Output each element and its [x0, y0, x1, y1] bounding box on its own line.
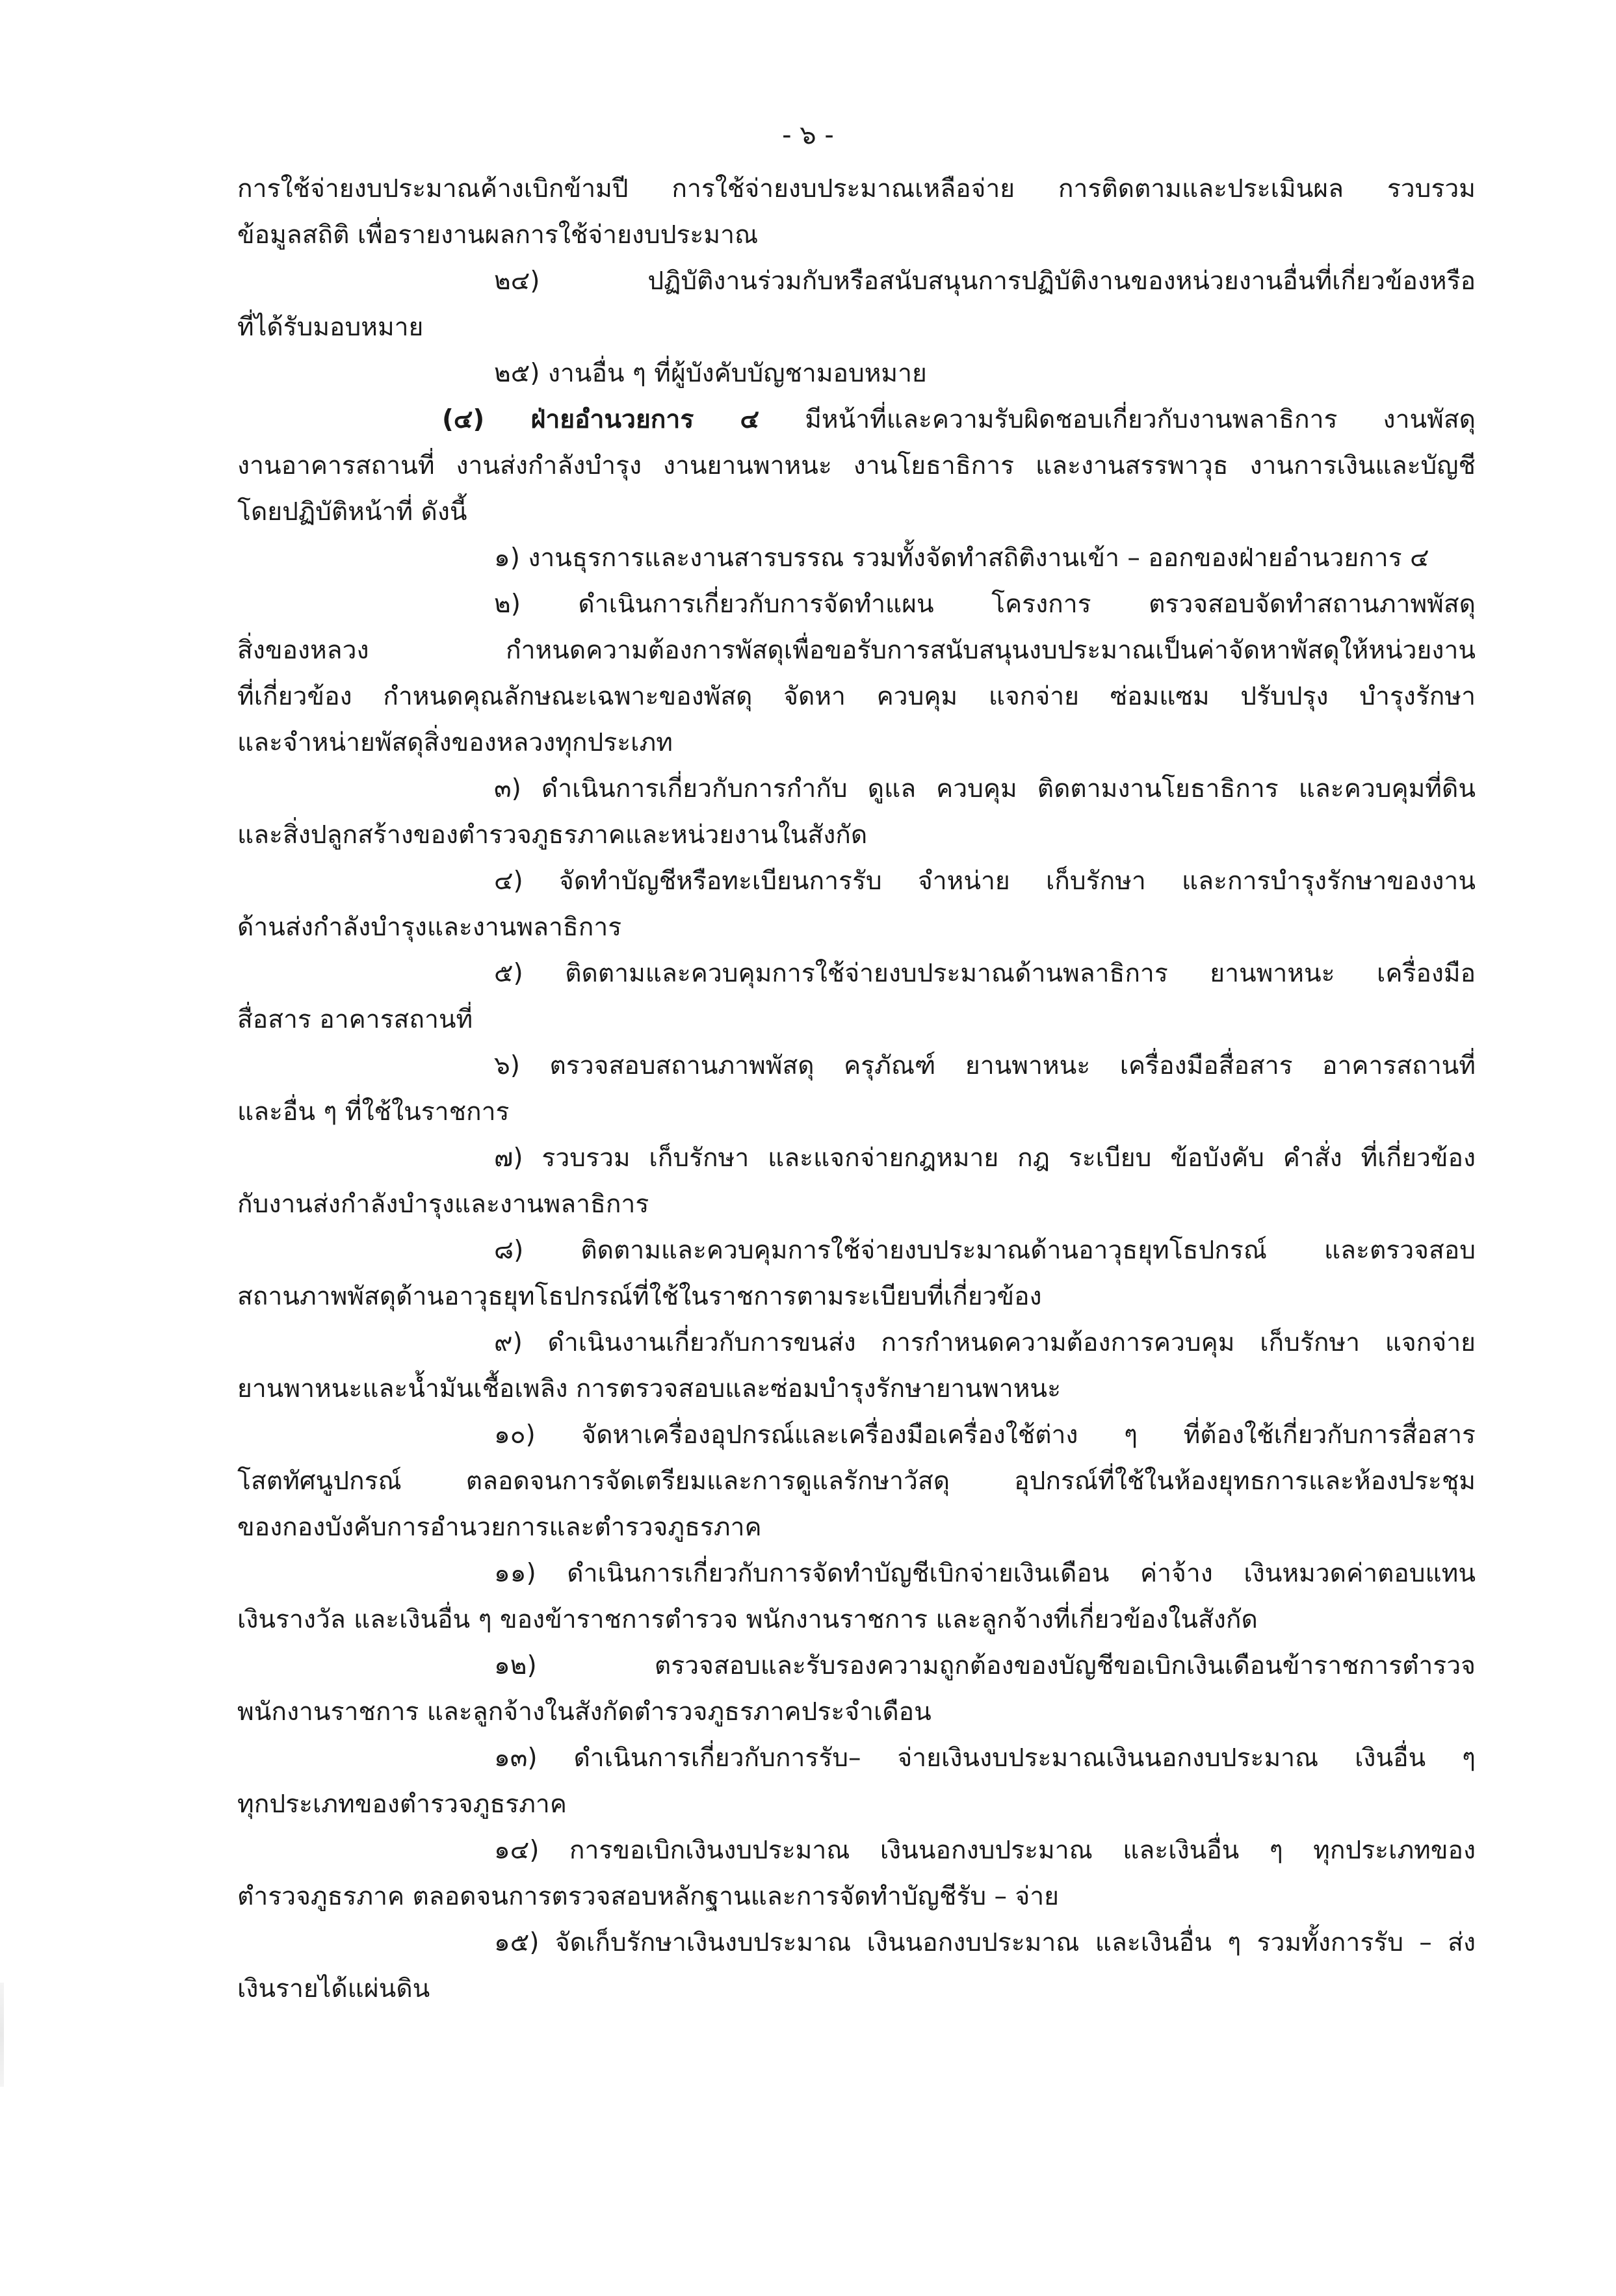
line-text: เงินรายได้แผ่นดิน — [237, 1974, 430, 2003]
list-item-first-line — [237, 350, 1476, 397]
line-text: และจำหน่ายพัสดุสิ่งของหลวงทุกประเภท — [237, 728, 673, 757]
text-line — [237, 1689, 1476, 1735]
text-line — [237, 443, 1476, 489]
line-text: ๑๓) ดำเนินการเกี่ยวกับการรับ– จ่ายเงินงบประมาณเงินนอกงบประมาณ เงินอื่น ๆ — [494, 1743, 1476, 1773]
text-line — [237, 904, 1476, 950]
line-text: ๑๐) จัดหาเครื่องอุปกรณ์และเครื่องมือเครื่องใช้ต่าง ๆ ที่ต้องใช้เกี่ยวกับการสื่อสาร — [494, 1420, 1476, 1450]
line-text: ที่เกี่ยวข้อง กำหนดคุณลักษณะเฉพาะของพัสดุ จัดหา ควบคุม แจกจ่าย ซ่อมแซม ปรับปรุง บำรุงรักษา — [237, 682, 1476, 711]
line-text: มีหน้าที่และความรับผิดชอบเกี่ยวกับงานพลาธิการ งานพัสดุ — [759, 405, 1476, 434]
line-text: สื่อสาร อาคารสถานที่ — [237, 1005, 473, 1034]
text-line — [237, 1966, 1476, 2012]
line-text: ๕) ติดตามและควบคุมการใช้จ่ายงบประมาณด้านพลาธิการ ยานพาหนะ เครื่องมือ — [494, 959, 1476, 988]
line-text: ๘) ติดตามและควบคุมการใช้จ่ายงบประมาณด้านอาวุธยุทโธปกรณ์ และตรวจสอบ — [494, 1236, 1476, 1265]
line-text: ๑๒) ตรวจสอบและรับรองความถูกต้องของบัญชีขอเบิกเงินเดือนข้าราชการตำรวจ — [494, 1651, 1476, 1680]
line-text: และสิ่งปลูกสร้างของตำรวจภูธรภาคและหน่วยงานในสังกัด — [237, 820, 868, 850]
line-text: การใช้จ่ายงบประมาณค้างเบิกข้ามปี การใช้จ่ายงบประมาณเหลือจ่าย การติดตามและประเมินผล รวบรวม — [237, 174, 1476, 203]
line-text: งานอาคารสถานที่ งานส่งกำลังบำรุง งานยานพาหนะ งานโยธาธิการ และงานสรรพาวุธ งานการเงินและบัญชี — [237, 451, 1476, 480]
list-item-first-line — [237, 581, 1476, 627]
scan-edge-shadow — [0, 1983, 4, 2087]
line-text: โดยปฏิบัติหน้าที่ ดังนี้ — [237, 497, 467, 527]
text-line — [237, 1781, 1476, 1827]
list-item-first-line — [237, 258, 1476, 304]
line-text: ตำรวจภูธรภาค ตลอดจนการตรวจสอบหลักฐานและการจัดทำบัญชีรับ – จ่าย — [237, 1882, 1060, 1911]
list-item-first-line — [237, 1320, 1476, 1366]
list-item-first-line — [237, 1043, 1476, 1089]
line-text: ของกองบังคับการอำนวยการและตำรวจภูธรภาค — [237, 1513, 762, 1542]
line-text: และอื่น ๆ ที่ใช้ในราชการ — [237, 1097, 510, 1127]
line-text: ๑๑) ดำเนินการเกี่ยวกับการจัดทำบัญชีเบิกจ่ายเงินเดือน ค่าจ้าง เงินหมวดค่าตอบแทน — [494, 1559, 1476, 1588]
text-line — [237, 812, 1476, 858]
line-text: ๒๕) งานอื่น ๆ ที่ผู้บังคับบัญชามอบหมาย — [494, 359, 927, 388]
line-text: สถานภาพพัสดุด้านอาวุธยุทโธปกรณ์ที่ใช้ในราชการตามระเบียบที่เกี่ยวข้อง — [237, 1282, 1042, 1311]
section-heading-line — [237, 397, 1476, 443]
section-heading: (๔) ฝ่ายอำนวยการ ๔ — [442, 405, 760, 434]
line-text: โสตทัศนูปกรณ์ ตลอดจนการจัดเตรียมและการดูแลรักษาวัสดุ อุปกรณ์ที่ใช้ในห้องยุทธการและห้องประชุม — [237, 1467, 1476, 1496]
text-line — [237, 673, 1476, 720]
list-item-first-line — [237, 1412, 1476, 1458]
line-text: ๖) ตรวจสอบสถานภาพพัสดุ ครุภัณฑ์ ยานพาหนะ เครื่องมือสื่อสาร อาคารสถานที่ — [494, 1051, 1476, 1080]
list-item-first-line — [237, 858, 1476, 904]
list-item-first-line — [237, 1227, 1476, 1273]
list-item-first-line — [237, 766, 1476, 812]
line-text: ด้านส่งกำลังบำรุงและงานพลาธิการ — [237, 913, 622, 942]
list-item-first-line — [237, 1735, 1476, 1781]
line-text: ๒๔) ปฏิบัติงานร่วมกับหรือสนับสนุนการปฏิบัติงานของหน่วยงานอื่นที่เกี่ยวข้องหรือ — [494, 267, 1476, 296]
text-line — [237, 997, 1476, 1043]
line-text: ๑๔) การขอเบิกเงินงบประมาณ เงินนอกงบประมาณ และเงินอื่น ๆ ทุกประเภทของ — [494, 1836, 1476, 1865]
list-item-first-line — [237, 1643, 1476, 1689]
list-item-first-line — [237, 1550, 1476, 1597]
text-line — [237, 720, 1476, 766]
text-line — [237, 1873, 1476, 1920]
text-line — [237, 1366, 1476, 1412]
text-line — [237, 304, 1476, 350]
line-text: กับงานส่งกำลังบำรุงและงานพลาธิการ — [237, 1190, 649, 1219]
line-text: ๒) ดำเนินการเกี่ยวกับการจัดทำแผน โครงการ ตรวจสอบจัดทำสถานภาพพัสดุ — [494, 590, 1476, 619]
line-text: ยานพาหนะและน้ำมันเชื้อเพลิง การตรวจสอบและซ่อมบำรุงรักษายานพาหนะ — [237, 1374, 1062, 1403]
list-item-first-line — [237, 950, 1476, 997]
text-line — [237, 1597, 1476, 1643]
line-text: ข้อมูลสถิติ เพื่อรายงานผลการใช้จ่ายงบประมาณ — [237, 220, 759, 250]
text-line — [237, 166, 1476, 212]
text-line — [237, 1089, 1476, 1135]
line-text: เงินรางวัล และเงินอื่น ๆ ของข้าราชการตำรวจ พนักงานราชการ และลูกจ้างที่เกี่ยวข้องในสังกัด — [237, 1605, 1258, 1634]
text-line — [237, 627, 1476, 673]
list-item-first-line — [237, 535, 1476, 581]
line-text: ๑) งานธุรการและงานสารบรรณ รวมทั้งจัดทำสถิติงานเข้า – ออกของฝ่ายอำนวยการ ๔ — [494, 543, 1429, 573]
line-text: พนักงานราชการ และลูกจ้างในสังกัดตำรวจภูธรภาคประจำเดือน — [237, 1697, 932, 1727]
line-text: ๑๕) จัดเก็บรักษาเงินงบประมาณ เงินนอกงบประมาณ และเงินอื่น ๆ รวมทั้งการรับ – ส่ง — [494, 1928, 1476, 1957]
line-text: ๔) จัดทำบัญชีหรือทะเบียนการรับ จำหน่าย เก็บรักษา และการบำรุงรักษาของงาน — [494, 867, 1476, 896]
line-text: สิ่งของหลวง กำหนดความต้องการพัสดุเพื่อขอรับการสนับสนุนงบประมาณเป็นค่าจัดหาพัสดุให้หน่วยงาน — [237, 636, 1476, 665]
line-text: ๓) ดำเนินการเกี่ยวกับการกำกับ ดูแล ควบคุม ติดตามงานโยธาธิการ และควบคุมที่ดิน — [494, 774, 1476, 803]
text-line — [237, 489, 1476, 535]
line-text: ๙) ดำเนินงานเกี่ยวกับการขนส่ง การกำหนดความต้องการควบคุม เก็บรักษา แจกจ่าย — [494, 1328, 1476, 1357]
page-number: - ๖ - — [782, 120, 834, 150]
list-item-first-line — [237, 1920, 1476, 1966]
list-item-first-line — [237, 1827, 1476, 1873]
text-line — [237, 212, 1476, 258]
line-text: ๗) รวบรวม เก็บรักษา และแจกจ่ายกฎหมาย กฎ ระเบียบ ข้อบังคับ คำสั่ง ที่เกี่ยวข้อง — [494, 1143, 1476, 1173]
text-line — [237, 1273, 1476, 1320]
text-line — [237, 1504, 1476, 1550]
document-body — [237, 166, 1476, 2012]
text-line — [237, 1181, 1476, 1227]
line-text: ทุกประเภทของตำรวจภูธรภาค — [237, 1790, 567, 1819]
list-item-first-line — [237, 1135, 1476, 1181]
line-text: ที่ได้รับมอบหมาย — [237, 313, 424, 342]
text-line — [237, 1458, 1476, 1504]
